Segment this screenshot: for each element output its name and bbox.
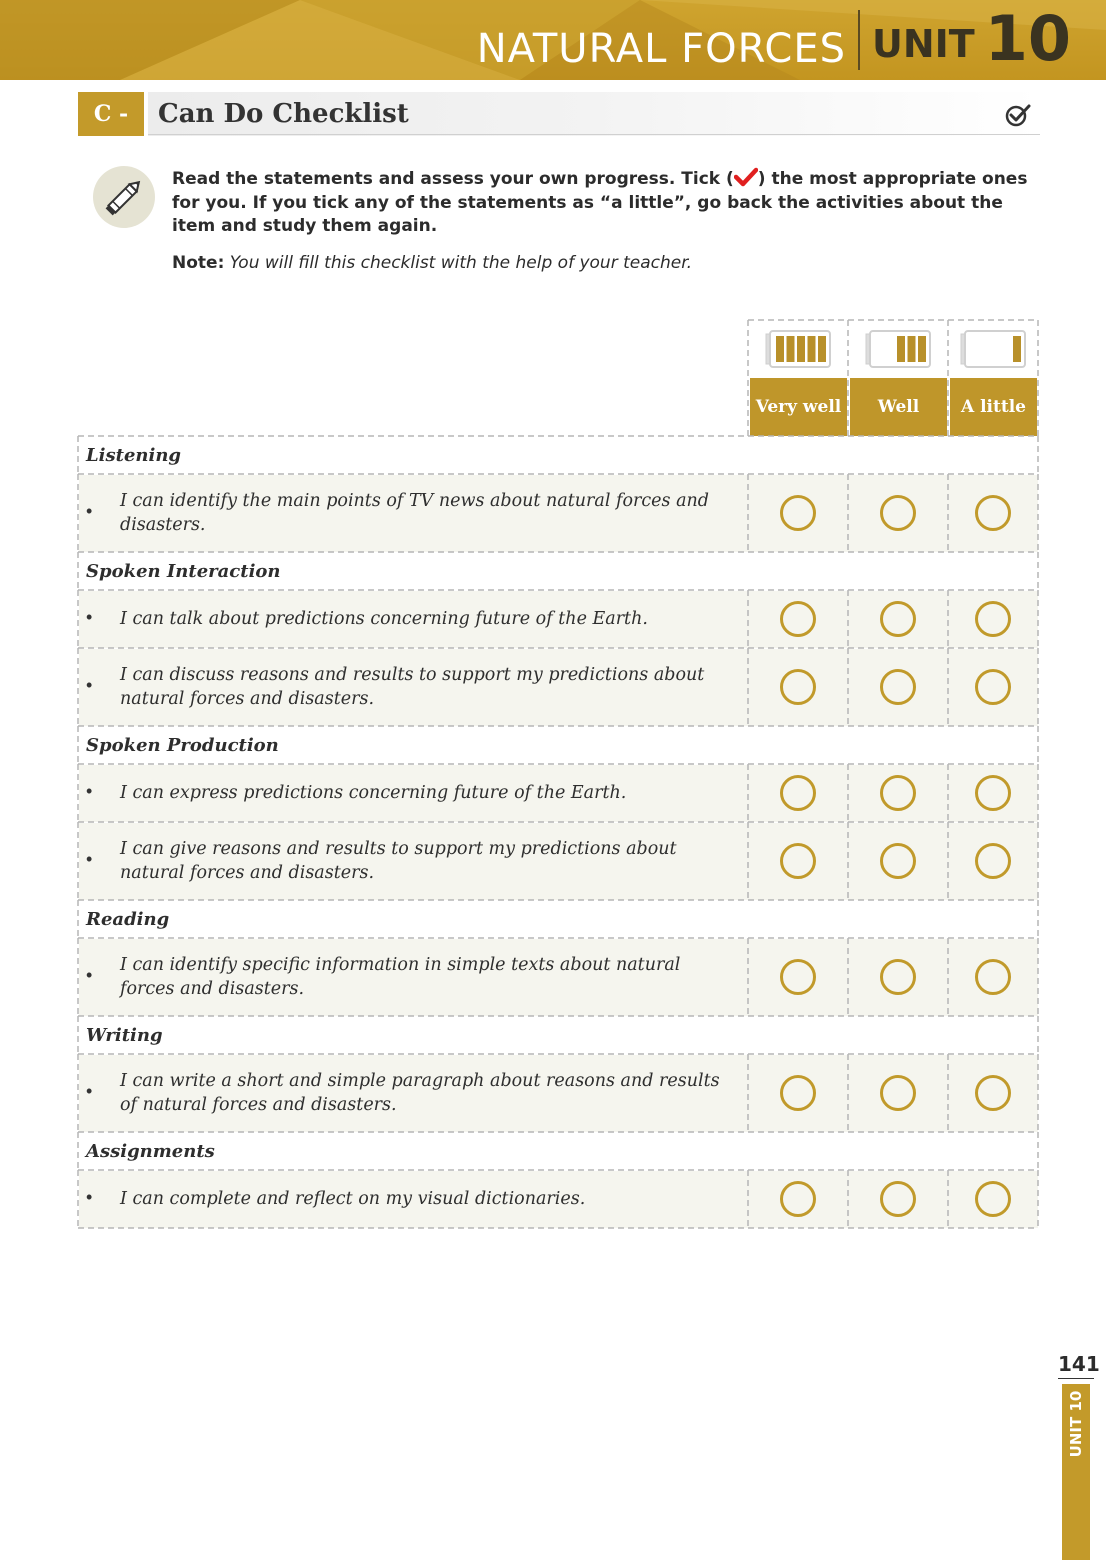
can-do-statement: I can give reasons and results to support my predictions about natural forces and disasters. [120, 839, 677, 883]
side-tab-label-box [1062, 1384, 1090, 1464]
page-number-rule [1058, 1378, 1094, 1379]
self-assessment-circle-very-well[interactable] [780, 1075, 816, 1111]
column-header-very-well [750, 378, 847, 436]
category-heading: Writing [86, 1025, 163, 1046]
bullet: • [86, 607, 93, 627]
category-heading: Reading [86, 909, 170, 930]
note-label: Note: [172, 253, 225, 273]
can-do-statement: I can identify specific information in simple texts about natural forces and disasters. [120, 955, 681, 999]
self-assessment-circle-well[interactable] [880, 843, 916, 879]
bullet: • [86, 501, 93, 521]
battery-level-icon [848, 320, 948, 378]
self-assessment-circle-a-little[interactable] [975, 843, 1011, 879]
column-header-label: A little [960, 397, 1026, 417]
category-heading: Listening [86, 445, 181, 466]
header-divider [858, 10, 860, 70]
self-assessment-circle-a-little[interactable] [975, 495, 1011, 531]
self-assessment-circle-well[interactable] [880, 669, 916, 705]
bullet: • [86, 1187, 93, 1207]
can-do-statement: I can talk about predictions concerning future of the Earth. [120, 609, 648, 629]
battery-icon [865, 330, 931, 368]
self-assessment-circle-well[interactable] [880, 1181, 916, 1217]
self-assessment-circle-well[interactable] [880, 1075, 916, 1111]
can-do-statement: I can write a short and simple paragraph about reasons and results of natural forces and disasters. [120, 1071, 720, 1115]
self-assessment-circle-a-little[interactable] [975, 1075, 1011, 1111]
note [172, 253, 692, 273]
self-assessment-circle-a-little[interactable] [975, 775, 1011, 811]
note-text: You will fill this checklist with the help of your teacher. [229, 253, 693, 273]
unit-title: NATURAL FORCES [476, 26, 846, 72]
self-assessment-circle-very-well[interactable] [780, 1181, 816, 1217]
self-assessment-circle-well[interactable] [880, 495, 916, 531]
battery-level-icon [748, 320, 848, 378]
self-assessment-circle-a-little[interactable] [975, 601, 1011, 637]
self-assessment-circle-well[interactable] [880, 775, 916, 811]
section-code: C - 10 [78, 92, 144, 136]
self-assessment-circle-very-well[interactable] [780, 495, 816, 531]
unit-number: 10 [984, 2, 1071, 75]
instructions [172, 167, 1032, 239]
battery-icon [960, 330, 1026, 368]
instructions-part1: Read the statements and assess your own progress. Tick ( [172, 169, 734, 189]
bullet: • [86, 675, 93, 695]
header-banner [0, 0, 1106, 80]
section-title: Can Do Checklist [158, 99, 409, 129]
bullet: • [86, 1081, 93, 1101]
category-heading: Spoken Interaction [86, 561, 281, 582]
self-assessment-circle-very-well[interactable] [780, 601, 816, 637]
column-header-label: Very well [755, 397, 842, 417]
column-header-label: Well [877, 397, 920, 417]
column-header-well [850, 378, 947, 436]
can-do-statement: I can discuss reasons and results to support my predictions about natural forces and disasters. [120, 665, 705, 709]
self-assessment-circle-very-well[interactable] [780, 669, 816, 705]
pencil-icon [93, 166, 155, 228]
unit-badge [862, 2, 1071, 75]
section-header [78, 92, 1040, 171]
bullet: • [86, 849, 93, 869]
self-assessment-circle-a-little[interactable] [975, 669, 1011, 705]
battery-level-icon [948, 320, 1038, 378]
can-do-statement: I can complete and reflect on my visual dictionaries. [120, 1189, 586, 1209]
can-do-statement: I can identify the main points of TV news about natural forces and disasters. [120, 491, 709, 535]
battery-icon [765, 330, 831, 368]
self-assessment-circle-very-well[interactable] [780, 843, 816, 879]
category-heading: Spoken Production [86, 735, 279, 756]
self-assessment-circle-very-well[interactable] [780, 775, 816, 811]
self-assessment-circle-a-little[interactable] [975, 959, 1011, 995]
bullet: • [86, 781, 93, 801]
self-assessment-circle-well[interactable] [880, 959, 916, 995]
red-tick-icon [734, 167, 758, 187]
side-tab-label: UNIT 10 [1067, 1390, 1085, 1458]
page-number: 141 [1058, 1352, 1100, 1376]
self-assessment-circle-a-little[interactable] [975, 1181, 1011, 1217]
bullet: • [86, 965, 93, 985]
instructions-part2: ) the most appropriate ones for you. If you tick any of the statements as “a little”, go back the activities about the item and study them again. [172, 169, 1028, 236]
can-do-statement: I can express predictions concerning future of the Earth. [120, 783, 627, 803]
checklist-icon [1004, 102, 1032, 128]
unit-word: UNIT [872, 22, 975, 66]
column-header-a-little [950, 378, 1037, 436]
self-assessment-circle-very-well[interactable] [780, 959, 816, 995]
self-assessment-circle-well[interactable] [880, 601, 916, 637]
category-heading: Assignments [86, 1141, 215, 1162]
